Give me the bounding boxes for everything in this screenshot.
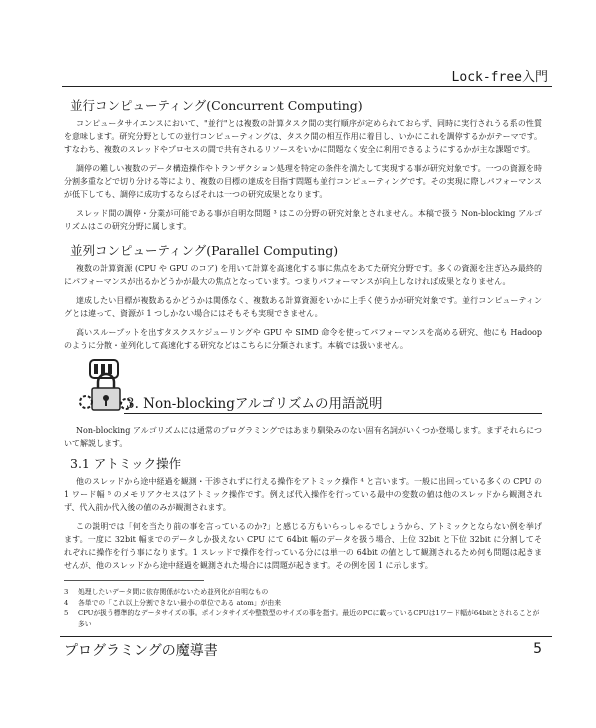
- paragraph: 調停の難しい複数のデータ構造操作やトランザクション処理を特定の条件を満たして実現する事が研究対象です。一つの資源を時分割多重などで切り分ける等により、複数の目標の達成を目指す問題も並行コンピューティングです。その実現に際しパフォーマンスが低下しても、調停に成功するならばそれは一つの研究成果となります。: [64, 164, 542, 199]
- subsection-heading: 3.1 アトミック操作: [70, 456, 182, 471]
- footnote: [64, 598, 542, 609]
- paragraph: スレッド間の調停・分業が可能である事が自明な問題 ³ はこの分野の研究対象とされません。本稿で扱う Non-blocking アルゴリズムはこの研究分野に属します。: [64, 209, 542, 231]
- section-heading: 並行コンピューティング(Concurrent Computing): [70, 98, 363, 113]
- chapter-heading-block: [64, 358, 542, 412]
- chapter-rule: [124, 413, 542, 414]
- footnote-text: CPUが扱う標準的なデータサイズの事。ポインタサイズや整数型のサイズの事を指す。最近のPCに載っているCPUは1ワード幅が64bitとされることが多い: [78, 609, 540, 628]
- footnote-text: 各単での「これ以上分割できない最小の単位である atom」が由来: [78, 598, 281, 607]
- running-head-title: Lock-free入門: [451, 70, 548, 85]
- paragraph: 他のスレッドから途中経過を観測・干渉されずに行える操作をアトミック操作 ⁴ と言います。一般に出回っている多くの CPU の 1 ワード幅 ⁵ のメモリアクセスはアトミック操作です。例えば代入操作を行っている最中の変数の値は他のスレッドから観測されず、代入前か代入後の値のみが観測されます。: [64, 477, 542, 512]
- footnote-text: 処理したいデータ間に依存関係がないため並列化が自明なもの: [78, 588, 269, 596]
- section-concurrent: [64, 98, 542, 233]
- paragraph: この説明では「何を当たり前の事を言っているのか?」と感じる方もいらっしゃるでしょうから、アトミックとならない例を挙げます。一度に 32bit 幅までのデータしか扱えない CPU にて 64bit 幅のデータを扱う場合、上位 32bit と下位 32bit に分割してそれぞれに操作を行う事になります。1 スレッドで操作を行っている分には単一の 64bit の値として観測されるため何も問題は起きませんが、他のスレッドから途中経過を観測された場合には問題が起きます。その例を図 1 に示します。: [64, 522, 542, 570]
- footnote-number: 4: [64, 598, 69, 607]
- footnote-rule: [64, 580, 204, 581]
- paragraph: 高いスループットを出すタスクスケジューリングや GPU や SIMD 命令を使ってパフォーマンスを高める研究、他にも Hadoop のように分散・並列化して高速化する研究などはこちらに分類されます。本稿では扱いません。: [64, 328, 542, 350]
- header-rule: [62, 86, 552, 87]
- footnote-number: 3: [64, 588, 69, 596]
- footnote: [64, 587, 542, 598]
- main-content: [64, 98, 542, 629]
- paragraph: 達成したい目標が複数あるかどうかは関係なく、複数ある計算資源をいかに上手く使うかが研究対象です。並行コンピューティングとは違って、資源が 1 つしかない場合にはそもそも実現できません。: [64, 296, 542, 318]
- section-parallel: [64, 243, 542, 352]
- section-heading: 並列コンピューティング(Parallel Computing): [70, 243, 339, 258]
- chapter-title: 3. Non-blockingアルゴリズムの用語説明: [126, 396, 383, 412]
- chapter-intro: Non-blocking アルゴリズムには通常のプログラミングではあまり馴染みのない固有名詞がいくつか登場します。まずそれらについて解説します。: [64, 426, 542, 448]
- footer-book-title: プログラミングの魔導書: [64, 643, 218, 659]
- paragraph: 複数の計算資源 (CPU や GPU のコア) を用いて計算を高速化する事に焦点をあてた研究分野です。多くの資源を注ぎ込み最終的にパフォーマンスが出るかどうかが最大の焦点となっています。つまりパフォーマンスが向上しなければ成果となりません。: [64, 264, 542, 286]
- paragraph: コンピュータサイエンスにおいて、"並行"とは複数の計算タスク間の実行順序が定められておらず、同時に実行されうる系の性質を意味します。研究分野としての並行コンピューティングは、タスク間の相互作用に着目し、いかにこれを調停するかがテーマです。すなわち、複数のスレッドやプロセスの間で共有されるリソースをいかに問題なく安全に利用できるようにするかが主な課題です。: [64, 119, 542, 154]
- footnote-number: 5: [64, 609, 69, 617]
- section-atomic: [64, 456, 542, 572]
- page-number: 5: [533, 641, 542, 657]
- footnote: [64, 608, 542, 629]
- footnotes: [64, 587, 542, 629]
- footer-rule: [60, 636, 552, 637]
